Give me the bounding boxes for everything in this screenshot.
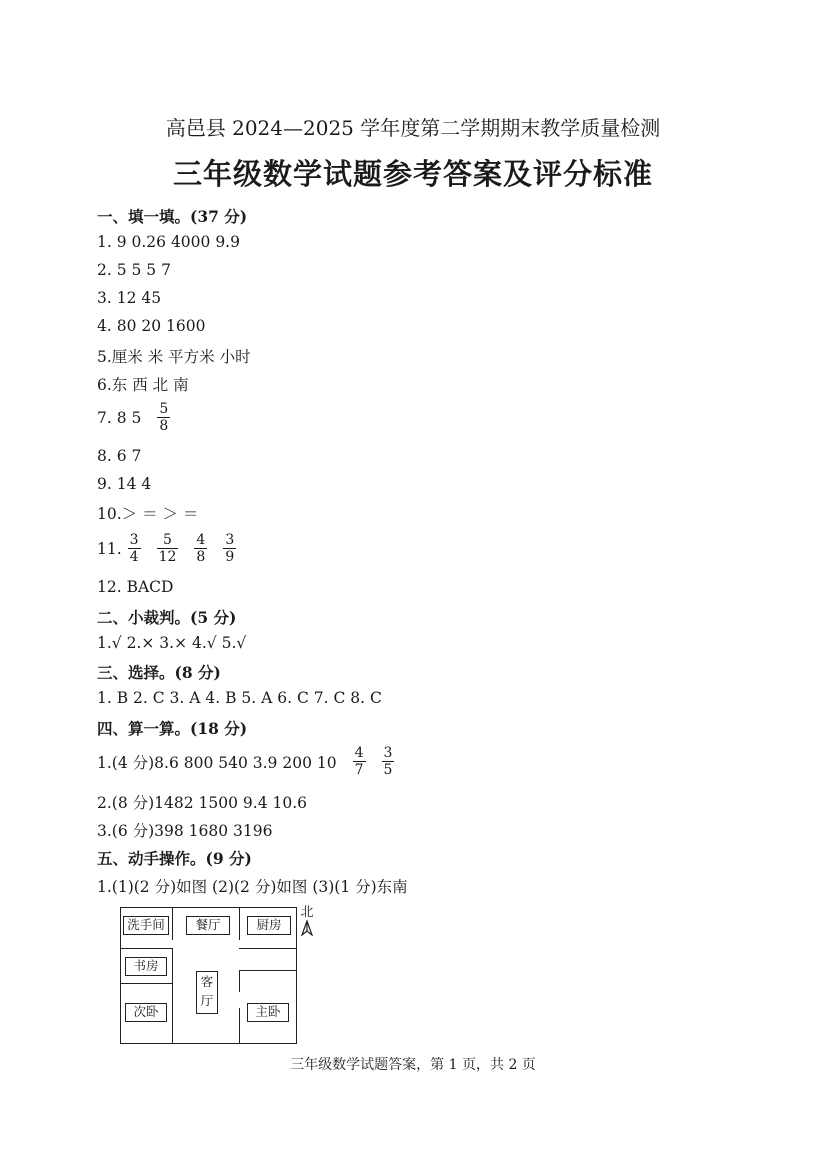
fraction: $\frac{4}{8}$ bbox=[196, 532, 206, 565]
wall bbox=[172, 908, 173, 940]
wall bbox=[239, 1008, 240, 1043]
answer-line-fraction bbox=[97, 745, 408, 778]
section-heading-calc: 四、算一算。(18 分) bbox=[97, 719, 248, 738]
exam-subtitle: 高邑县 2024—2025 学年度第二学期期末教学质量检测 bbox=[165, 116, 661, 140]
room-living: 客厅 bbox=[196, 971, 218, 1014]
answer-line: 1. 9 0.26 4000 9.9 bbox=[97, 233, 240, 251]
fraction: $\frac{3}{5}$ bbox=[383, 745, 393, 778]
wall bbox=[121, 983, 172, 984]
room-dining: 餐厅 bbox=[186, 916, 230, 935]
answer-line: 10.＞ ＝ ＞ ＝ bbox=[97, 505, 199, 523]
answer-line: 1.(1)(2 分)如图 (2)(2 分)如图 (3)(1 分)东南 bbox=[97, 878, 408, 896]
north-label: 北 bbox=[300, 905, 314, 920]
wall bbox=[239, 970, 240, 992]
answer-text: 11. bbox=[97, 539, 122, 558]
answer-line: 3. 12 45 bbox=[97, 289, 162, 307]
floor-plan bbox=[120, 907, 297, 1044]
room-washroom: 洗手间 bbox=[123, 916, 169, 935]
answer-line: 9. 14 4 bbox=[97, 475, 152, 493]
fraction: $\frac{5}{12}$ bbox=[158, 532, 177, 565]
wall bbox=[239, 948, 296, 949]
wall bbox=[239, 908, 240, 940]
answer-line: 4. 80 20 1600 bbox=[97, 317, 206, 335]
answer-text: 7. 8 5 bbox=[97, 408, 142, 427]
section-heading-judge: 二、小裁判。(5 分) bbox=[97, 608, 237, 627]
answer-line: 1.√ 2.× 3.× 4.√ 5.√ bbox=[97, 634, 247, 652]
page-title: 三年级数学试题参考答案及评分标准 bbox=[172, 157, 653, 191]
room-master-bedroom: 主卧 bbox=[247, 1003, 289, 1022]
answer-line: 8. 6 7 bbox=[97, 447, 142, 465]
section-heading-choice: 三、选择。(8 分) bbox=[97, 663, 221, 682]
wall bbox=[172, 948, 173, 1043]
answer-line: 2.(8 分)1482 1500 9.4 10.6 bbox=[97, 794, 308, 812]
answer-line-fraction bbox=[97, 532, 250, 565]
fraction: $\frac{5}{8}$ bbox=[159, 401, 169, 434]
fraction: $\frac{3}{9}$ bbox=[225, 532, 235, 565]
section-heading-fill: 一、填一填。(37 分) bbox=[97, 207, 248, 226]
room-study: 书房 bbox=[125, 957, 167, 976]
answer-line: 3.(6 分)398 1680 3196 bbox=[97, 822, 273, 840]
answer-line-fraction bbox=[97, 401, 184, 434]
fraction: $\frac{3}{4}$ bbox=[129, 532, 139, 565]
room-second-bedroom: 次卧 bbox=[125, 1003, 167, 1022]
wall bbox=[239, 970, 296, 971]
answer-line: 1. B 2. C 3. A 4. B 5. A 6. C 7. C 8. C bbox=[97, 689, 382, 707]
north-arrow-icon bbox=[300, 920, 314, 936]
north-indicator bbox=[299, 906, 315, 940]
section-heading-operate: 五、动手操作。(9 分) bbox=[97, 849, 252, 868]
wall bbox=[121, 948, 172, 949]
fraction: $\frac{4}{7}$ bbox=[354, 745, 364, 778]
room-kitchen: 厨房 bbox=[247, 916, 291, 935]
page-footer: 三年级数学试题答案，第 1 页，共 2 页 bbox=[290, 1057, 536, 1073]
answer-line: 2. 5 5 5 7 bbox=[97, 261, 171, 279]
answer-line: 6.东 西 北 南 bbox=[97, 376, 189, 394]
answer-line: 5.厘米 米 平方米 小时 bbox=[97, 348, 251, 366]
answer-text: 1.(4 分)8.6 800 540 3.9 200 10 bbox=[97, 753, 337, 772]
answer-line: 12. BACD bbox=[97, 578, 174, 596]
